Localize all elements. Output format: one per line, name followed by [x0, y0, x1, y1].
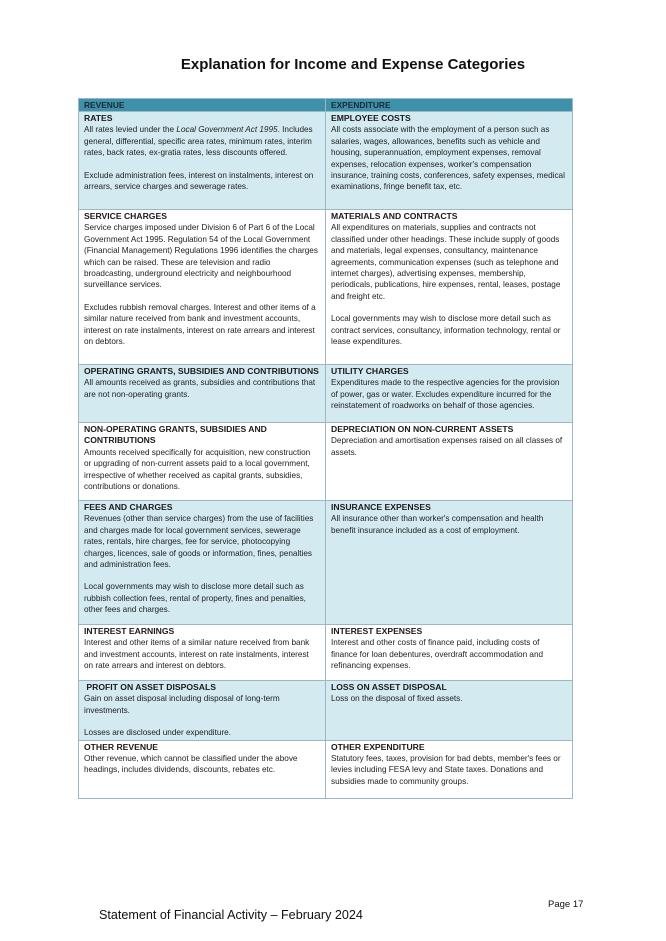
category-heading: SERVICE CHARGES: [84, 211, 167, 221]
category-note: Local governments may wish to disclose more detail such as contract services, consultancy, information technology, rental or lease expenditures.: [331, 314, 561, 347]
table-row: [79, 210, 573, 365]
expenditure-column-header: EXPENDITURE: [326, 99, 573, 112]
revenue-cell: [79, 625, 326, 681]
category-note: Local governments may wish to disclose more detail such as rubbish collection fees, rental of property, fines and penalties, other fees and charges.: [84, 582, 306, 615]
revenue-cell: [79, 501, 326, 625]
category-heading: RATES: [84, 113, 113, 123]
revenue-cell: [79, 210, 326, 365]
category-description: All insurance other than worker's compensation and health benefit insurance included as a cost of employment.: [331, 514, 544, 535]
table-row: [79, 112, 573, 210]
category-heading: INTEREST EXPENSES: [331, 626, 423, 636]
category-description: Interest and other costs of finance paid, including costs of finance for loan debentures, overdraft accommodation and refinancing expenses.: [331, 638, 544, 671]
categories-table: [78, 98, 573, 799]
category-description: Statutory fees, taxes, provision for bad debts, member's fees or levies including FESA levy and State taxes. Donations and subsidies made to community groups.: [331, 754, 561, 786]
category-heading: UTILITY CHARGES: [331, 366, 409, 376]
revenue-column-header: REVENUE: [79, 99, 326, 112]
category-description: [84, 124, 319, 158]
category-note: Excludes rubbish removal charges. Interest and other items of a similar nature received from bank and investment accounts, interest on rate instalments, interest on rate arrears and interest on debtors.: [84, 302, 316, 347]
table-row: [79, 740, 573, 798]
category-description: Expenditures made to the respective agencies for the provision of power, gas or water. Excludes expenditure incurred for the reinstatement of roadworks on behalf of those agencies.: [331, 378, 560, 411]
page-number: Page 17: [548, 899, 584, 910]
category-description: All costs associate with the employment of a person such as salaries, wages, allowances, benefits such as vehicle and housing, superannuation, employment expenses, removal expenses, relocation expenses, worker's compensation insurance, training costs, conferences, safety expenses, medical examinations, fringe benefit tax, etc.: [331, 125, 565, 192]
revenue-cell: [79, 112, 326, 210]
expenditure-cell: [326, 210, 573, 365]
category-description: Revenues (other than service charges) from the use of facilities and charges made for local government services, sewerage rates, rentals, hire charges, fee for service, photocopying charges, licences, sale of goods or information, fines, penalties and administration fees.: [84, 514, 314, 570]
page-title: Explanation for Income and Expense Categories: [180, 56, 526, 73]
category-heading: NON-OPERATING GRANTS, SUBSIDIES AND CONTRIBUTIONS: [84, 424, 267, 446]
category-heading: OTHER REVENUE: [84, 741, 159, 752]
category-heading: INTEREST EARNINGS: [84, 626, 175, 636]
table-row: [79, 625, 573, 681]
expenditure-cell: [326, 681, 573, 741]
expenditure-cell: [326, 740, 573, 798]
category-description: Loss on the disposal of fixed assets.: [331, 694, 463, 704]
table-row: [79, 501, 573, 625]
expenditure-cell: [326, 625, 573, 681]
category-heading: FEES AND CHARGES: [84, 502, 173, 512]
category-note: Exclude administration fees, interest on instalments, interest on arrears, service charges and sewerage rates.: [84, 170, 314, 192]
expenditure-cell: [326, 423, 573, 501]
expenditure-cell: [326, 365, 573, 423]
category-description: Amounts received specifically for acquisition, new construction or upgrading of non-current assets paid to a local government, irrespective of whether received as capital grants, subsidies, contributions or donations.: [84, 447, 311, 492]
category-heading: PROFIT ON ASSET DISPOSALS: [84, 682, 216, 692]
expenditure-cell: [326, 112, 573, 210]
category-description: Gain on asset disposal including disposal of long-term investments.: [84, 694, 280, 715]
expenditure-cell: [326, 501, 573, 625]
category-note: Losses are disclosed under expenditure.: [84, 728, 232, 738]
description-text: All rates levied under the: [84, 125, 177, 135]
revenue-cell: [79, 740, 326, 798]
table-header-row: [79, 99, 573, 112]
revenue-cell: [79, 365, 326, 423]
category-description: Other revenue, which cannot be classified under the above headings, includes dividends, discounts, rebates etc.: [84, 754, 298, 775]
table-row: [79, 365, 573, 423]
category-description: Depreciation and amortisation expenses raised on all classes of assets.: [331, 436, 563, 457]
revenue-cell: [79, 681, 326, 741]
category-heading: OTHER EXPENDITURE: [331, 741, 425, 752]
table-row: [79, 423, 573, 501]
category-heading: LOSS ON ASSET DISPOSAL: [331, 682, 447, 692]
category-heading: INSURANCE EXPENSES: [331, 502, 431, 512]
category-description: All amounts received as grants, subsidies and contributions that are not non-operating grants.: [84, 378, 316, 399]
revenue-cell: [79, 423, 326, 501]
description-text: . Includes general, differential, specific area rates, minimum rates, interim rates, back rates, ex-gratia rates, less discounts offered.: [84, 125, 313, 158]
category-description: Service charges imposed under Division 6 of Part 6 of the Local Government Act 1995. Regulation 54 of the Local Government (Financial Management) Regulations 1996 identifies the charges which can be raised. These are television and radio broadcasting, underground electricity and neighbourhood surveillance services.: [84, 223, 318, 290]
category-heading: OPERATING GRANTS, SUBSIDIES AND CONTRIBUTIONS: [84, 366, 319, 376]
category-description: Interest and other items of a similar nature received from bank and investment accounts, interest on rate instalments, interest on rate arrears and interest on debtors.: [84, 638, 310, 671]
footer-document-title: Statement of Financial Activity – February 2024: [99, 908, 363, 922]
category-heading: EMPLOYEE COSTS: [331, 113, 411, 123]
category-heading: MATERIALS AND CONTRACTS: [331, 211, 458, 221]
category-description: All expenditures on materials, supplies and contracts not classified under other headings. These include supply of goods and materials, legal expenses, consultancy, maintenance agreements, communication expenses (such as telephone and internet charges), advertising expenses, membership, periodicals, publications, hire expenses, rental, leases, postage and freight etc.: [331, 223, 561, 301]
act-name: Local Government Act 1995: [176, 125, 278, 135]
category-heading: DEPRECIATION ON NON-CURRENT ASSETS: [331, 424, 514, 434]
table-row: [79, 681, 573, 741]
